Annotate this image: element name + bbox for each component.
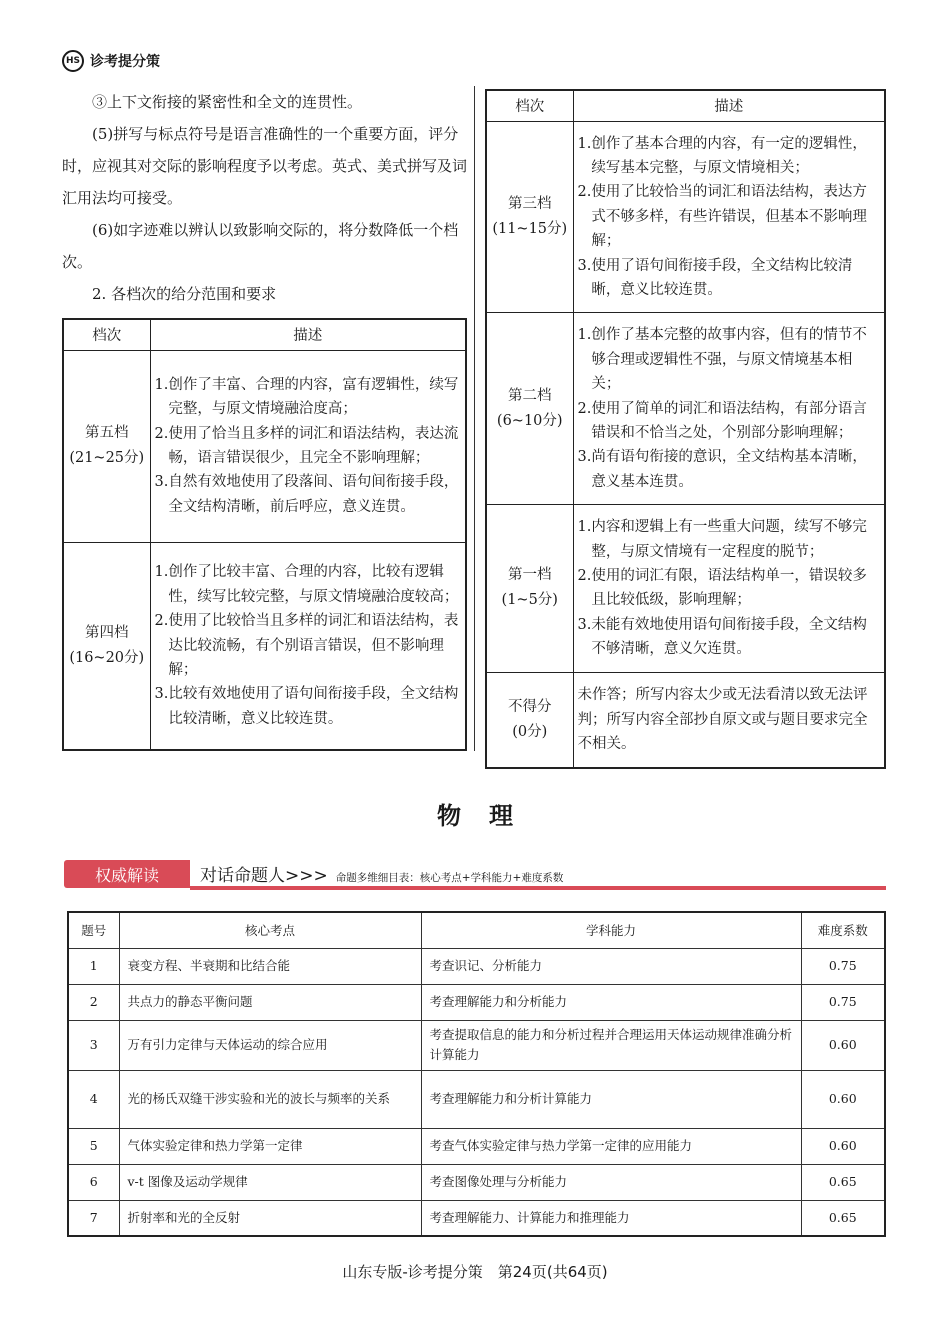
desc-text: 未能有效地使用语句间衔接手段，全文结构不够清晰，意义欠连贯。: [591, 616, 867, 658]
grade-level: 第四档: [85, 624, 129, 641]
desc-item: [578, 180, 881, 253]
desc-num: 2.: [577, 400, 592, 417]
banner-underline: [190, 886, 886, 890]
physics-spec-table: [67, 911, 886, 1237]
brand-logo: HS: [62, 50, 84, 72]
paragraph: ③上下文衔接的紧密性和全文的连贯性。: [92, 93, 363, 111]
core-topic: 共点力的静态平衡问题: [119, 984, 421, 1020]
desc-text: 使用了恰当且多样的词汇和语法结构，表达流畅，语言错误很少，且完全不影响理解；: [168, 425, 459, 466]
core-topic: v-t 图像及运动学规律: [119, 1164, 421, 1200]
grade-level: 第一档: [508, 567, 552, 584]
table-row: [68, 984, 885, 1020]
table-row: [68, 1200, 885, 1236]
desc-text: 未作答；所写内容太少或无法看清以致无法评判；所写内容全部抄自原文或与题目要求完全不相关。: [577, 687, 868, 753]
desc-text: 使用了比较恰当且多样的词汇和语法结构，表达比较流畅，有个别语言错误，但不影响理解；: [168, 613, 459, 678]
col-header-difficulty: 难度系数: [801, 912, 885, 948]
desc-item: [578, 397, 881, 446]
desc-text: 创作了基本完整的故事内容，但有的情节不够合理或逻辑性不强，与原文情境基本相关；: [591, 327, 867, 393]
desc-text: 使用的词汇有限，语法结构单一，错误较多且比较低级，影响理解；: [591, 568, 867, 609]
banner-main: 对话命题人>>>: [200, 866, 328, 886]
desc-item: [155, 609, 462, 682]
desc-item: [578, 683, 881, 756]
grade-desc-cell: [150, 350, 466, 542]
question-number: 6: [68, 1164, 119, 1200]
desc-item: [578, 254, 881, 303]
question-number: 4: [68, 1070, 119, 1128]
question-number: 3: [68, 1020, 119, 1070]
desc-item: [578, 515, 881, 564]
desc-text: 创作了丰富、合理的内容，富有逻辑性，续写完整，与原文情境融洽度高；: [168, 376, 459, 418]
banner-tag: 权威解读: [64, 860, 190, 888]
col-header-level: 档次: [486, 90, 573, 121]
desc-text: 比较有效地使用了语句间衔接手段，全文结构比较清晰，意义比较连贯。: [168, 686, 459, 727]
grade-level: 第五档: [85, 425, 129, 441]
question-number: 2: [68, 984, 119, 1020]
desc-item: [578, 323, 881, 396]
desc-text: 尚有语句衔接的意识，全文结构基本清晰，意义基本连贯。: [591, 449, 867, 490]
grade-range: (6~10分): [496, 412, 563, 429]
grade-level: 第三档: [508, 195, 552, 212]
grade-level-cell: [486, 313, 573, 505]
difficulty: 0.60: [801, 1070, 885, 1128]
subject-ability: 考查理解能力和分析能力: [421, 984, 801, 1020]
header-title: 诊考提分策: [90, 54, 160, 70]
grade-level-cell: [486, 505, 573, 672]
desc-item: [155, 470, 462, 519]
grade-level-cell: [486, 121, 573, 313]
section-title: 物理: [437, 802, 541, 830]
desc-num: 1.: [154, 564, 169, 581]
grade-table-right: [485, 89, 886, 769]
subject-ability: 考查气体实验定律与热力学第一定律的应用能力: [421, 1128, 801, 1164]
grade-table-left: [62, 318, 467, 751]
core-topic: 光的杨氏双缝干涉实验和光的波长与频率的关系: [119, 1070, 421, 1128]
difficulty: 0.60: [801, 1020, 885, 1070]
desc-text: 使用了比较恰当的词汇和语法结构，表达方式不够多样，有些许错误，但基本不影响理解；: [591, 184, 867, 250]
table-row: [68, 1164, 885, 1200]
desc-num: 2.: [154, 613, 169, 630]
col-header-topic: 核心考点: [119, 912, 421, 948]
grade-row: [63, 542, 466, 750]
desc-num: 1.: [577, 327, 592, 344]
core-topic: 折射率和光的全反射: [119, 1200, 421, 1236]
desc-text: 创作了比较丰富、合理的内容，比较有逻辑性，续写比较完整，与原文情境融洽度较高；: [168, 564, 459, 605]
grade-row: [486, 313, 885, 505]
desc-item: [578, 132, 881, 181]
grade-row: [63, 350, 466, 542]
desc-item: [155, 560, 462, 609]
question-number: 5: [68, 1128, 119, 1164]
col-header-desc: 描述: [573, 90, 885, 121]
desc-num: 2.: [577, 184, 592, 201]
banner-sub: 命题多维细目表：核心考点+学科能力+难度系数: [335, 872, 564, 884]
column-divider: [474, 86, 475, 751]
table-row: [68, 1020, 885, 1070]
desc-text: 内容和逻辑上有一些重大问题，续写不够完整，与原文情境有一定程度的脱节；: [591, 519, 867, 560]
grade-row: [486, 505, 885, 672]
desc-item: [155, 422, 462, 471]
desc-num: 1.: [577, 135, 592, 152]
desc-text: 创作了基本合理的内容，有一定的逻辑性，续写基本完整，与原文情境相关；: [591, 135, 867, 176]
question-number: 7: [68, 1200, 119, 1236]
table-row: [68, 948, 885, 984]
table-row: [68, 1128, 885, 1164]
col-header-desc: 描述: [150, 319, 466, 350]
core-topic: 气体实验定律和热力学第一定律: [119, 1128, 421, 1164]
desc-num: 3.: [577, 449, 592, 466]
grade-range: (0分): [512, 723, 548, 740]
grade-range: (16~20分): [69, 649, 145, 666]
grade-level-cell: [486, 672, 573, 768]
desc-text: 使用了语句间衔接手段，全文结构比较清晰，意义比较连贯。: [591, 257, 853, 298]
desc-text: 自然有效地使用了段落间、语句间衔接手段，全文结构清晰，前后呼应，意义连贯。: [168, 474, 459, 515]
difficulty: 0.65: [801, 1164, 885, 1200]
grade-desc-cell: [573, 121, 885, 313]
paragraph: (6)如字迹难以辨认以致影响交际的，将分数降低一个档次。: [62, 221, 459, 271]
difficulty: 0.60: [801, 1128, 885, 1164]
desc-num: 3.: [154, 686, 169, 703]
difficulty: 0.75: [801, 948, 885, 984]
grade-level-cell: [63, 542, 150, 750]
core-topic: 衰变方程、半衰期和比结合能: [119, 948, 421, 984]
desc-num: 1.: [577, 519, 592, 536]
table-row: [68, 1070, 885, 1128]
question-number: 1: [68, 948, 119, 984]
desc-num: 2.: [577, 568, 592, 584]
col-header-level: 档次: [63, 319, 150, 350]
grade-range: (11~15分): [492, 220, 568, 237]
paragraph: (5)拼写与标点符号是语言准确性的一个重要方面，评分时，应视其对交际的影响程度予以考虑。英式、美式拼写及词汇用法均可接受。: [62, 125, 468, 207]
grade-desc-cell: [573, 505, 885, 672]
subject-ability: 考查提取信息的能力和分析过程并合理运用天体运动规律准确分析计算能力: [421, 1020, 801, 1070]
desc-num: 3.: [577, 257, 592, 274]
grade-desc-cell: [573, 313, 885, 505]
grade-level: 不得分: [508, 698, 552, 715]
grade-desc-cell: [150, 542, 466, 750]
desc-item: [578, 564, 881, 613]
grade-desc-cell: [573, 672, 885, 768]
core-topic: 万有引力定律与天体运动的综合应用: [119, 1020, 421, 1070]
left-column: [62, 86, 467, 751]
desc-item: [155, 682, 462, 731]
desc-num: 3.: [154, 474, 169, 491]
subject-ability: 考查理解能力和分析计算能力: [421, 1070, 801, 1128]
grade-section-title: 2. 各档次的给分范围和要求: [92, 285, 277, 303]
banner-text: [200, 861, 563, 886]
desc-text: 使用了简单的词汇和语法结构，有部分语言错误和不恰当之处，个别部分影响理解；: [591, 400, 867, 441]
col-header-no: 题号: [68, 912, 119, 948]
grade-level-cell: [63, 350, 150, 542]
desc-item: [578, 445, 881, 494]
subject-ability: 考查理解能力、计算能力和推理能力: [421, 1200, 801, 1236]
desc-num: 2.: [154, 425, 169, 442]
difficulty: 0.65: [801, 1200, 885, 1236]
desc-item: [155, 373, 462, 422]
grade-range: (1~5分): [501, 592, 558, 609]
page-footer: 山东专版-诊考提分策 第24页(共64页): [342, 1263, 608, 1281]
grade-level: 第二档: [508, 387, 552, 404]
grade-range: (21~25分): [69, 450, 145, 466]
grade-row: [486, 672, 885, 768]
desc-num: 1.: [154, 376, 169, 393]
subject-ability: 考查识记、分析能力: [421, 948, 801, 984]
desc-item: [578, 613, 881, 662]
right-column: [485, 89, 886, 769]
difficulty: 0.75: [801, 984, 885, 1020]
subject-ability: 考查图像处理与分析能力: [421, 1164, 801, 1200]
col-header-ability: 学科能力: [421, 912, 801, 948]
page-header: [62, 50, 160, 72]
grade-row: [486, 121, 885, 313]
interpretation-banner: [64, 858, 886, 890]
desc-num: 3.: [577, 616, 592, 633]
